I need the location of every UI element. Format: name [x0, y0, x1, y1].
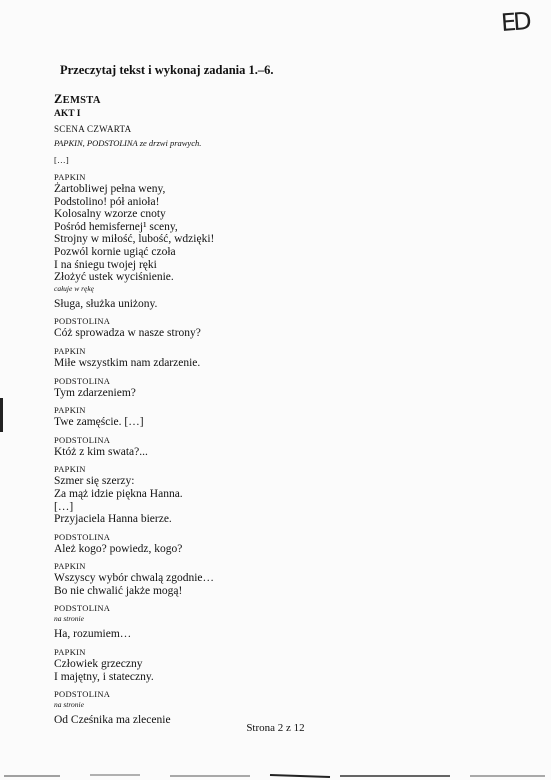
- play-excerpt: [54, 88, 494, 727]
- verse-line: Za mąż idzie piękna Hanna.: [54, 487, 183, 500]
- speaker-label: PODSTOLINA: [54, 316, 111, 327]
- verse-line: Któż z kim swata?...: [54, 445, 148, 458]
- scan-bottom-artifact: [0, 770, 551, 780]
- verse-line: I majętny, i stateczny.: [54, 670, 154, 683]
- page-number: Strona 2 z 12: [246, 722, 305, 734]
- verse-line: Wszyscy wybór chwalą zgodnie…: [54, 572, 214, 585]
- verse-line: Ależ kogo? powiedz, kogo?: [54, 542, 183, 555]
- speaker-label: PODSTOLINA: [54, 689, 111, 700]
- stage-direction: całuje w rękę: [54, 283, 94, 293]
- verse-line: Złożyć ustek wyciśnienie.: [54, 271, 174, 284]
- verse-line: Twe zamęście. […]: [54, 416, 144, 429]
- speaker-label: PODSTOLINA: [54, 603, 111, 614]
- scene-heading: SCENA CZWARTA: [54, 124, 132, 134]
- speaker-label: PAPKIN: [54, 464, 86, 475]
- verse-line: Kolosalny wzorze cnoty: [54, 208, 166, 221]
- speaker-label: PODSTOLINA: [54, 375, 111, 386]
- speaker-label: PODSTOLINA: [54, 434, 111, 445]
- play-title-rest: EMSTA: [62, 95, 101, 106]
- verse-line: Pośród hemisfernej¹ sceny,: [54, 220, 178, 233]
- verse-line: Szmer się szerzy:: [54, 475, 135, 488]
- speaker-label: PAPKIN: [54, 647, 86, 658]
- verse-line: Od Cześnika ma zlecenie: [54, 714, 171, 727]
- speaker-label: PODSTOLINA: [54, 531, 111, 542]
- verse-line: Miłe wszystkim nam zdarzenie.: [54, 356, 201, 369]
- play-title: [54, 92, 494, 108]
- dialogue: [54, 155, 494, 727]
- speaker-label: PAPKIN: [54, 405, 86, 416]
- speaker-label: PAPKIN: [54, 345, 86, 356]
- verse-line: Pozwól kornie ugiąć czoła: [54, 245, 176, 258]
- speaker-label: PAPKIN: [54, 172, 86, 182]
- stage-direction: na stronie: [54, 700, 84, 710]
- task-instruction: Przeczytaj tekst i wykonaj zadania 1.–6.: [60, 63, 274, 77]
- verse-line: Ha, rozumiem…: [54, 628, 132, 641]
- verse-line: Cóż sprowadza w nasze strony?: [54, 327, 201, 340]
- verse-line: Bo nie chwalić jakże mogą!: [54, 584, 183, 597]
- verse-line: Sługa, służka uniżony.: [54, 297, 158, 310]
- verse-line: Podstolino! pół anioła!: [54, 195, 160, 208]
- verse-line: Żartobliwej pełna weny,: [54, 183, 166, 195]
- scan-edge-mark: [0, 398, 3, 432]
- act-heading: AKT I: [54, 109, 81, 119]
- verse-line: Człowiek grzeczny: [54, 658, 143, 671]
- verse-line: I na śniegu twojej ręki: [54, 258, 157, 271]
- verse-line: Strojny w miłość, lubość, wdzięki!: [54, 233, 215, 246]
- corner-handwritten-mark: ED: [500, 7, 530, 37]
- speaker-label: […]: [54, 155, 70, 165]
- verse-line: […]: [54, 500, 74, 513]
- verse-line: Przyjaciela Hanna bierze.: [54, 513, 172, 526]
- stage-direction: na stronie: [54, 614, 84, 624]
- verse-line: Tym zdarzeniem?: [54, 386, 136, 399]
- stage-persons: PAPKIN, PODSTOLINA ze drzwi prawych.: [54, 138, 202, 148]
- speaker-label: PAPKIN: [54, 561, 86, 572]
- play-title-initial: Z: [54, 92, 63, 106]
